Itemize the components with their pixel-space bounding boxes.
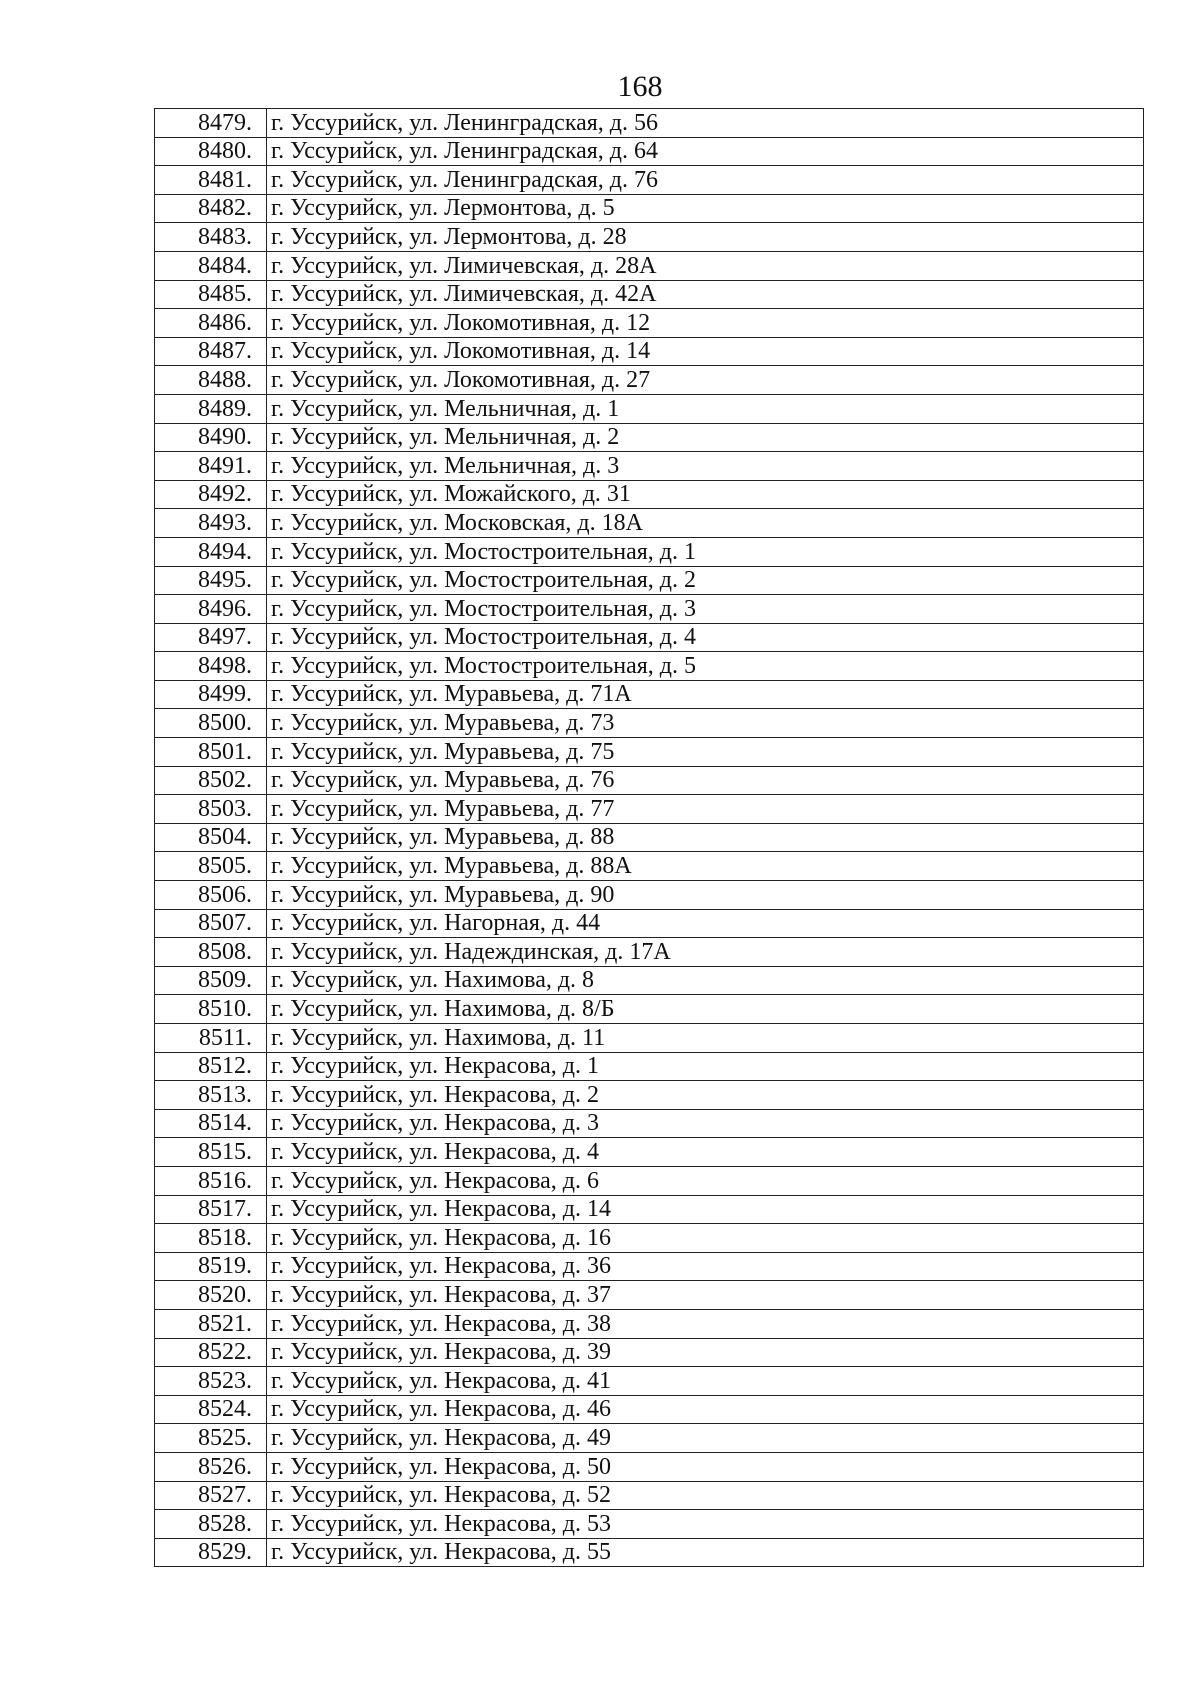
row-number-cell: 8479.: [155, 109, 267, 138]
table-row: [155, 509, 1144, 538]
row-number-cell: 8512.: [155, 1052, 267, 1081]
row-number-cell: 8505.: [155, 852, 267, 881]
table-row: [155, 166, 1144, 195]
table-row: [155, 1252, 1144, 1281]
row-number-cell: 8493.: [155, 509, 267, 538]
address-cell: г. Уссурийск, ул. Мостостроительная, д. 5: [267, 652, 1144, 681]
address-cell: г. Уссурийск, ул. Нахимова, д. 8: [267, 966, 1144, 995]
row-number-cell: 8524.: [155, 1395, 267, 1424]
row-number-cell: 8514.: [155, 1109, 267, 1138]
table-row: [155, 1024, 1144, 1053]
address-cell: г. Уссурийск, ул. Ленинградская, д. 76: [267, 166, 1144, 195]
table-row: [155, 1367, 1144, 1396]
table-row: [155, 1538, 1144, 1567]
row-number-cell: 8516.: [155, 1166, 267, 1195]
address-cell: г. Уссурийск, ул. Некрасова, д. 4: [267, 1138, 1144, 1167]
table-row: [155, 823, 1144, 852]
row-number-cell: 8515.: [155, 1138, 267, 1167]
row-number-cell: 8527.: [155, 1481, 267, 1510]
address-cell: г. Уссурийск, ул. Мельничная, д. 2: [267, 423, 1144, 452]
table-row: [155, 1510, 1144, 1539]
row-number-cell: 8506.: [155, 881, 267, 910]
row-number-cell: 8526.: [155, 1452, 267, 1481]
address-cell: г. Уссурийск, ул. Некрасова, д. 50: [267, 1452, 1144, 1481]
address-cell: г. Уссурийск, ул. Локомотивная, д. 12: [267, 309, 1144, 338]
address-cell: г. Уссурийск, ул. Ленинградская, д. 64: [267, 137, 1144, 166]
row-number-cell: 8501.: [155, 738, 267, 767]
row-number-cell: 8519.: [155, 1252, 267, 1281]
row-number-cell: 8486.: [155, 309, 267, 338]
table-row: [155, 251, 1144, 280]
address-cell: г. Уссурийск, ул. Локомотивная, д. 27: [267, 366, 1144, 395]
row-number-cell: 8521.: [155, 1309, 267, 1338]
table-row: [155, 909, 1144, 938]
row-number-cell: 8492.: [155, 480, 267, 509]
row-number-cell: 8511.: [155, 1024, 267, 1053]
address-cell: г. Уссурийск, ул. Локомотивная, д. 14: [267, 337, 1144, 366]
table-row: [155, 1338, 1144, 1367]
table-row: [155, 394, 1144, 423]
row-number-cell: 8504.: [155, 823, 267, 852]
row-number-cell: 8485.: [155, 280, 267, 309]
address-cell: г. Уссурийск, ул. Муравьева, д. 88: [267, 823, 1144, 852]
address-cell: г. Уссурийск, ул. Можайского, д. 31: [267, 480, 1144, 509]
address-cell: г. Уссурийск, ул. Муравьева, д. 73: [267, 709, 1144, 738]
address-cell: г. Уссурийск, ул. Нагорная, д. 44: [267, 909, 1144, 938]
row-number-cell: 8529.: [155, 1538, 267, 1567]
address-cell: г. Уссурийск, ул. Некрасова, д. 16: [267, 1224, 1144, 1253]
address-cell: г. Уссурийск, ул. Некрасова, д. 3: [267, 1109, 1144, 1138]
address-cell: г. Уссурийск, ул. Лимичевская, д. 42А: [267, 280, 1144, 309]
table-row: [155, 1195, 1144, 1224]
address-cell: г. Уссурийск, ул. Некрасова, д. 49: [267, 1424, 1144, 1453]
row-number-cell: 8497.: [155, 623, 267, 652]
table-row: [155, 452, 1144, 481]
row-number-cell: 8513.: [155, 1081, 267, 1110]
row-number-cell: 8483.: [155, 223, 267, 252]
address-cell: г. Уссурийск, ул. Некрасова, д. 38: [267, 1309, 1144, 1338]
table-row: [155, 652, 1144, 681]
row-number-cell: 8490.: [155, 423, 267, 452]
table-row: [155, 623, 1144, 652]
address-cell: г. Уссурийск, ул. Ленинградская, д. 56: [267, 109, 1144, 138]
address-cell: г. Уссурийск, ул. Мостостроительная, д. 3: [267, 595, 1144, 624]
table-row: [155, 1081, 1144, 1110]
address-cell: г. Уссурийск, ул. Некрасова, д. 1: [267, 1052, 1144, 1081]
page-number: 168: [617, 70, 663, 103]
row-number-cell: 8491.: [155, 452, 267, 481]
row-number-cell: 8522.: [155, 1338, 267, 1367]
address-table-body: [155, 109, 1144, 1567]
row-number-cell: 8525.: [155, 1424, 267, 1453]
row-number-cell: 8508.: [155, 938, 267, 967]
row-number-cell: 8528.: [155, 1510, 267, 1539]
table-row: [155, 537, 1144, 566]
address-cell: г. Уссурийск, ул. Московская, д. 18А: [267, 509, 1144, 538]
row-number-cell: 8507.: [155, 909, 267, 938]
table-row: [155, 1109, 1144, 1138]
address-cell: г. Уссурийск, ул. Нахимова, д. 11: [267, 1024, 1144, 1053]
table-row: [155, 738, 1144, 767]
row-number-cell: 8487.: [155, 337, 267, 366]
address-cell: г. Уссурийск, ул. Некрасова, д. 36: [267, 1252, 1144, 1281]
table-row: [155, 1052, 1144, 1081]
row-number-cell: 8510.: [155, 995, 267, 1024]
table-row: [155, 423, 1144, 452]
address-cell: г. Уссурийск, ул. Мельничная, д. 3: [267, 452, 1144, 481]
address-cell: г. Уссурийск, ул. Некрасова, д. 2: [267, 1081, 1144, 1110]
address-cell: г. Уссурийск, ул. Некрасова, д. 53: [267, 1510, 1144, 1539]
row-number-cell: 8502.: [155, 766, 267, 795]
row-number-cell: 8484.: [155, 251, 267, 280]
table-row: [155, 966, 1144, 995]
address-cell: г. Уссурийск, ул. Муравьева, д. 77: [267, 795, 1144, 824]
row-number-cell: 8520.: [155, 1281, 267, 1310]
table-row: [155, 194, 1144, 223]
table-row: [155, 766, 1144, 795]
row-number-cell: 8498.: [155, 652, 267, 681]
address-cell: г. Уссурийск, ул. Мостостроительная, д. 4: [267, 623, 1144, 652]
address-cell: г. Уссурийск, ул. Некрасова, д. 14: [267, 1195, 1144, 1224]
row-number-cell: 8499.: [155, 680, 267, 709]
address-cell: г. Уссурийск, ул. Лермонтова, д. 28: [267, 223, 1144, 252]
row-number-cell: 8500.: [155, 709, 267, 738]
address-cell: г. Уссурийск, ул. Мостостроительная, д. 2: [267, 566, 1144, 595]
row-number-cell: 8509.: [155, 966, 267, 995]
table-row: [155, 1481, 1144, 1510]
table-row: [155, 280, 1144, 309]
address-cell: г. Уссурийск, ул. Муравьева, д. 90: [267, 881, 1144, 910]
row-number-cell: 8488.: [155, 366, 267, 395]
address-cell: г. Уссурийск, ул. Нахимова, д. 8/Б: [267, 995, 1144, 1024]
table-row: [155, 1452, 1144, 1481]
table-row: [155, 852, 1144, 881]
table-row: [155, 1281, 1144, 1310]
address-cell: г. Уссурийск, ул. Муравьева, д. 71А: [267, 680, 1144, 709]
row-number-cell: 8482.: [155, 194, 267, 223]
table-row: [155, 881, 1144, 910]
table-row: [155, 1166, 1144, 1195]
address-cell: г. Уссурийск, ул. Некрасова, д. 52: [267, 1481, 1144, 1510]
address-cell: г. Уссурийск, ул. Некрасова, д. 55: [267, 1538, 1144, 1567]
table-row: [155, 366, 1144, 395]
table-row: [155, 709, 1144, 738]
table-row: [155, 1395, 1144, 1424]
table-row: [155, 137, 1144, 166]
table-row: [155, 480, 1144, 509]
table-row: [155, 309, 1144, 338]
table-row: [155, 223, 1144, 252]
row-number-cell: 8496.: [155, 595, 267, 624]
address-cell: г. Уссурийск, ул. Некрасова, д. 37: [267, 1281, 1144, 1310]
address-cell: г. Уссурийск, ул. Лермонтова, д. 5: [267, 194, 1144, 223]
row-number-cell: 8489.: [155, 394, 267, 423]
row-number-cell: 8495.: [155, 566, 267, 595]
table-row: [155, 109, 1144, 138]
table-row: [155, 595, 1144, 624]
row-number-cell: 8480.: [155, 137, 267, 166]
row-number-cell: 8523.: [155, 1367, 267, 1396]
address-cell: г. Уссурийск, ул. Мельничная, д. 1: [267, 394, 1144, 423]
address-cell: г. Уссурийск, ул. Муравьева, д. 76: [267, 766, 1144, 795]
table-row: [155, 680, 1144, 709]
address-cell: г. Уссурийск, ул. Некрасова, д. 46: [267, 1395, 1144, 1424]
row-number-cell: 8494.: [155, 537, 267, 566]
address-cell: г. Уссурийск, ул. Лимичевская, д. 28А: [267, 251, 1144, 280]
row-number-cell: 8481.: [155, 166, 267, 195]
table-row: [155, 795, 1144, 824]
table-row: [155, 1224, 1144, 1253]
address-table: [154, 108, 1144, 1567]
address-cell: г. Уссурийск, ул. Муравьева, д. 88А: [267, 852, 1144, 881]
table-row: [155, 1138, 1144, 1167]
table-row: [155, 938, 1144, 967]
address-cell: г. Уссурийск, ул. Некрасова, д. 39: [267, 1338, 1144, 1367]
address-cell: г. Уссурийск, ул. Некрасова, д. 6: [267, 1166, 1144, 1195]
table-row: [155, 337, 1144, 366]
table-row: [155, 995, 1144, 1024]
table-row: [155, 1424, 1144, 1453]
row-number-cell: 8503.: [155, 795, 267, 824]
address-cell: г. Уссурийск, ул. Мостостроительная, д. 1: [267, 537, 1144, 566]
row-number-cell: 8518.: [155, 1224, 267, 1253]
address-cell: г. Уссурийск, ул. Надеждинская, д. 17А: [267, 938, 1144, 967]
table-row: [155, 566, 1144, 595]
table-row: [155, 1309, 1144, 1338]
address-cell: г. Уссурийск, ул. Некрасова, д. 41: [267, 1367, 1144, 1396]
address-cell: г. Уссурийск, ул. Муравьева, д. 75: [267, 738, 1144, 767]
row-number-cell: 8517.: [155, 1195, 267, 1224]
